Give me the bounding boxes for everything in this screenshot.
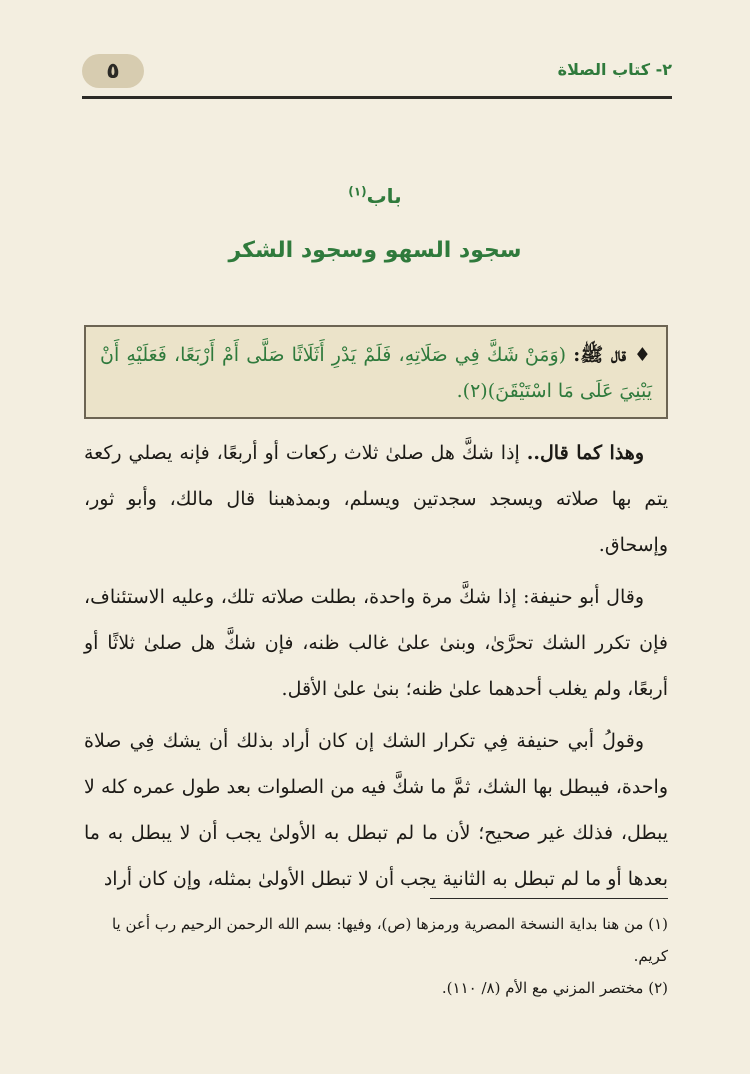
chapter-label xyxy=(0,184,750,208)
body-text xyxy=(84,430,668,908)
footnote-text: مختصر المزني مع الأم (٨/ ١١٠). xyxy=(441,979,644,997)
footnote-text: من هنا بداية النسخة المصرية ورمزها (ص)، وفيها: بسم الله الرحمن الرحيم رب أعن يا كريم. xyxy=(111,915,668,965)
footnotes xyxy=(84,908,668,1004)
quote-text: (وَمَنْ شَكَّ فِي صَلَاتِهِ، فَلَمْ يَدْرِ أَثَلَاثًا صَلَّى أَمْ أَرْبَعًا، فَعَلَيْهِ أَنْ يَبْنِيَ عَلَى مَا اسْتَيْقَنَ)(٢). xyxy=(100,344,652,402)
paragraph xyxy=(84,430,668,568)
footnote xyxy=(84,908,668,972)
chapter-footnote-ref: (١) xyxy=(348,184,367,199)
page-header xyxy=(82,50,672,99)
paragraph-text: وقولُ أبي حنيفة فِي تكرار الشك إن كان أراد بذلك أن يشك فِي صلاة واحدة، فيبطل بها الشك، ثمَّ ما شكَّ فيه من الصلوات بعد طول عمره كله لا يبطل، فذلك غير صحيح؛ لأن ما لم تبطل به الأولىٰ يجب أن لا يبطل به ما بعدها أو ما لم تبطل به الثانية يجب أن لا تبطل الأولىٰ بمثله، وإن كان أراد xyxy=(84,730,668,890)
paragraph xyxy=(84,718,668,902)
paragraph-text: إذا شكَّ هل صلىٰ ثلاث ركعات أو أربعًا، فإنه يصلي ركعة يتم بها صلاته ويسجد سجدتين ويسلم، وبمذهبنا قال مالك، وأبو ثور، وإسحاق. xyxy=(84,442,668,556)
footnote-number: (٢) xyxy=(648,979,668,997)
chapter-label-text: باب xyxy=(366,184,402,208)
footnote-divider xyxy=(430,898,668,899)
running-head: ٢- كتاب الصلاة xyxy=(557,60,672,79)
paragraph-text: وقال أبو حنيفة: إذا شكَّ مرة واحدة، بطلت صلاته تلك، وعليه الاستئناف، فإن تكرر الشك تحرَّىٰ، وبنىٰ علىٰ غالب ظنه، فإن شكَّ هل صلىٰ ثلاثًا أو أربعًا، ولم يغلب أحدهما علىٰ ظنه؛ بنىٰ علىٰ الأقل. xyxy=(84,586,668,700)
page-number: ٥ xyxy=(82,54,144,88)
footnote xyxy=(84,972,668,1004)
hadith-quote-box xyxy=(84,325,668,419)
paragraph-lead: وهذا كما قال.. xyxy=(526,442,644,464)
chapter-title: سجود السهو وسجود الشكر xyxy=(228,238,522,263)
footnote-number: (١) xyxy=(648,915,668,933)
paragraph xyxy=(84,574,668,712)
quote-lead: ♦ قال ﷺ: xyxy=(573,344,652,366)
